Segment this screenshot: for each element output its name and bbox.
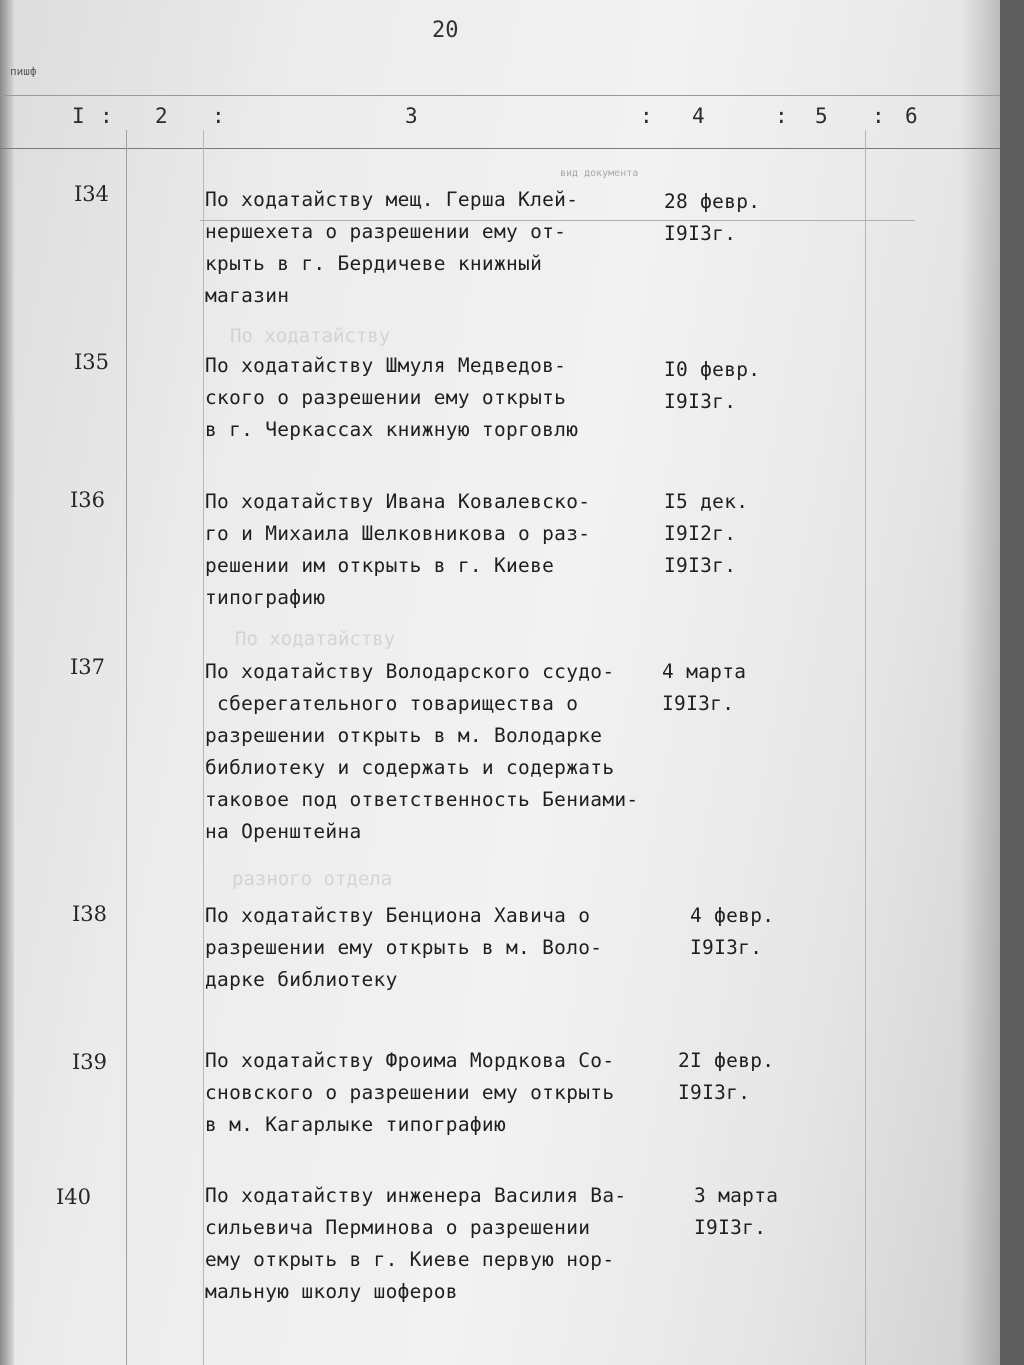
date-line: 2I февр.: [678, 1049, 775, 1072]
entry-line: таковое под ответственность Бениами-: [205, 788, 639, 811]
binding-edge: [0, 0, 14, 1365]
entry-line: сберегательного товарищества о: [205, 692, 579, 715]
column-header-separator: :: [872, 104, 885, 128]
column-header-1: I: [72, 104, 85, 128]
entry-line: разрешении ему открыть в м. Воло-: [205, 936, 603, 959]
entry-description: [205, 184, 578, 312]
entry-line: магазин: [205, 284, 290, 307]
entry-line: решении им открыть в г. Киеве: [205, 554, 555, 577]
entry-number: I38: [72, 902, 108, 926]
entry-number: I39: [72, 1050, 108, 1074]
column-header-6: 6: [905, 104, 918, 128]
header-rule: [0, 148, 1000, 149]
entry-description: [205, 900, 602, 996]
column-header-separator: :: [775, 104, 788, 128]
entry-number: I40: [56, 1185, 92, 1209]
entry-line: в г. Черкассах книжную торговлю: [205, 418, 579, 441]
entry-line: нершехета о разрешении ему от-: [205, 220, 567, 243]
column-header-separator: :: [212, 104, 225, 128]
entry-line: ему открыть в г. Киеве первую нор-: [205, 1248, 615, 1271]
entry-line: ского о разрешении ему открыть: [205, 386, 567, 409]
entry-number: I36: [70, 488, 106, 512]
entry-date: [694, 1180, 778, 1244]
entry-line: сильевича Перминова о разрешении: [205, 1216, 591, 1239]
entry-line: По ходатайству Ивана Ковалевско-: [205, 490, 591, 513]
date-line: I0 февр.: [664, 358, 761, 381]
column-header-separator: :: [100, 104, 113, 128]
column-header-separator: :: [640, 104, 653, 128]
entry-line: разрешении открыть в м. Володарке: [205, 724, 603, 747]
faint-header-label: вид документа: [560, 168, 639, 179]
entry-line: По ходатайству Шмуля Медведов-: [205, 354, 567, 377]
bleed-through: По ходатайству: [235, 628, 396, 650]
entry-date: [678, 1045, 774, 1109]
date-line: I9I2г.: [664, 522, 737, 545]
entry-line: По ходатайству Бенциона Хавича о: [205, 904, 591, 927]
entry-date: [664, 354, 760, 418]
column-divider-2: [203, 130, 204, 1365]
bleed-through: разного отдела: [232, 868, 393, 890]
entry-description: [205, 656, 638, 848]
bleed-through: По ходатайству: [230, 325, 391, 347]
entry-description: [205, 1180, 626, 1308]
entry-line: мальную школу шоферов: [205, 1280, 458, 1303]
date-line: I9I3г.: [694, 1216, 767, 1239]
date-line: 4 февр.: [690, 904, 775, 927]
column-header-4: 4: [692, 104, 705, 128]
date-line: I9I3г.: [664, 554, 737, 577]
page-number: 20: [432, 18, 459, 43]
entry-date: [690, 900, 774, 964]
top-rule: [0, 95, 1000, 96]
date-line: 4 марта: [662, 660, 747, 683]
date-line: I9I3г.: [662, 692, 735, 715]
entry-line: По ходатайству Фроима Мордкова Со-: [205, 1049, 615, 1072]
entry-description: [205, 486, 590, 614]
date-line: 28 февр.: [664, 190, 761, 213]
entry-line: в м. Кагарлыке типографию: [205, 1113, 506, 1136]
entry-line: По ходатайству Володарского ссудо-: [205, 660, 615, 683]
column-divider-1: [126, 130, 127, 1365]
entry-date: [664, 186, 760, 250]
date-line: 3 марта: [694, 1184, 779, 1207]
column-header-5: 5: [815, 104, 828, 128]
entry-line: на Оренштейна: [205, 820, 362, 843]
entry-line: библиотеку и содержать и содержать: [205, 756, 615, 779]
date-line: I5 дек.: [664, 490, 749, 513]
entry-line: дарке библиотеку: [205, 968, 398, 991]
date-line: I9I3г.: [678, 1081, 751, 1104]
entry-number: I35: [74, 350, 110, 374]
entry-description: [205, 350, 578, 446]
date-line: I9I3г.: [664, 390, 737, 413]
page-shadow: [960, 0, 1000, 1365]
entry-line: го и Михаила Шелковникова о раз-: [205, 522, 591, 545]
entry-date: [664, 486, 748, 582]
column-divider-3: [865, 130, 866, 1365]
column-header-2: 2: [155, 104, 168, 128]
entry-date: [662, 656, 746, 720]
entry-line: типографию: [205, 586, 326, 609]
corner-stamp: пишф: [10, 65, 37, 78]
entry-line: сновского о разрешении ему открыть: [205, 1081, 615, 1104]
entry-number: I34: [74, 182, 110, 206]
column-header-3: 3: [405, 104, 418, 128]
entry-line: крыть в г. Бердичеве книжный: [205, 252, 543, 275]
entry-line: По ходатайству мещ. Герша Клей-: [205, 188, 579, 211]
entry-description: [205, 1045, 614, 1141]
entry-number: I37: [70, 655, 106, 679]
date-line: I9I3г.: [690, 936, 763, 959]
date-line: I9I3г.: [664, 222, 737, 245]
entry-line: По ходатайству инженера Василия Ва-: [205, 1184, 627, 1207]
